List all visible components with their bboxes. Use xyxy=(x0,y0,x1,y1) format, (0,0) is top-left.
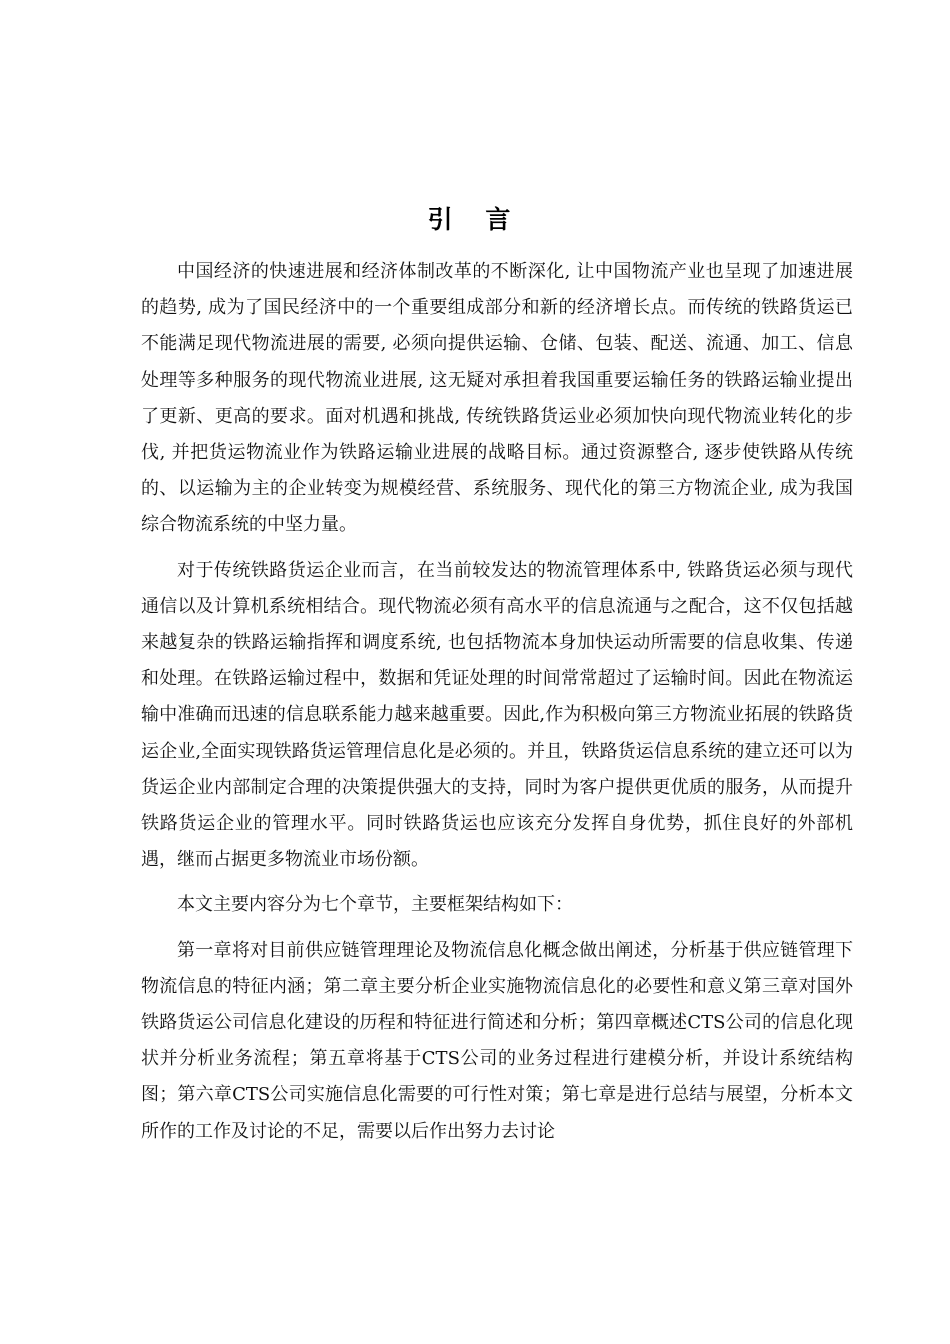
paragraph-gap xyxy=(141,544,853,553)
paragraph-gap xyxy=(141,924,853,933)
paragraph-2: 对于传统铁路货运企业而言，在当前较发达的物流管理体系中, 铁路货运必须与现代通信以及计算机系统相结合。现代物流必须有高水平的信息流通与之配合，这不仅包括越来越复杂的铁路运输指挥和调度系统, 也包括物流本身加快运动所需要的信息收集、传递和处理。在铁路运输过程中，数据和凭证处理的时间常常超过了运输时间。因此在物流运输中准确而迅速的信息联系能力越来越重要。因此,作为积极向第三方物流业拓展的铁路货运企业,全面实现铁路货运管理信息化是必须的。并且，铁路货运信息系统的建立还可以为货运企业内部制定合理的决策提供强大的支持，同时为客户提供更优质的服务，从而提升铁路货运企业的管理水平。同时铁路货运也应该充分发挥自身优势，抓住良好的外部机遇，继而占据更多物流业市场份额。 xyxy=(141,559,853,871)
paragraph-1: 中国经济的快速进展和经济体制改革的不断深化, 让中国物流产业也呈现了加速进展的趋势, 成为了国民经济中的一个重要组成部分和新的经济增长点。而传统的铁路货运已不能满足现代物流进展的需要, 必须向提供运输、仓储、包装、配送、流通、加工、信息处理等多种服务的现代物流业进展, 这无疑对承担着我国重要运输任务的铁路运输业提出了更新、更高的要求。面对机遇和挑战, 传统铁路货运业必须加快向现代物流业转化的步伐, 并把货运物流业作为铁路运输业进展的战略目标。通过资源整合, 逐步使铁路从传统的、以运输为主的企业转变为规模经营、系统服务、现代化的第三方物流企业, 成为我国综合物流系统的中坚力量。 xyxy=(141,261,853,536)
paragraph-4: 第一章将对目前供应链管理理论及物流信息化概念做出阐述，分析基于供应链管理下物流信息的特征内涵；第二章主要分析企业实施物流信息化的必要性和意义第三章对国外铁路货运公司信息化建设的历程和特征进行简述和分析；第四章概述CTS公司的信息化现状并分析业务流程；第五章将基于CTS公司的业务过程进行建模分析，并设计系统结构图；第六章CTS公司实施信息化需要的可行性对策；第七章是进行总结与展望，分析本文所作的工作及讨论的不足，需要以后作出努力去讨论 xyxy=(141,939,853,1142)
paragraph-gap xyxy=(141,878,853,887)
paragraph-3: 本文主要内容分为七个章节，主要框架结构如下： xyxy=(177,894,573,916)
page-title: 引 言 xyxy=(427,205,523,234)
body-text xyxy=(141,254,853,1150)
